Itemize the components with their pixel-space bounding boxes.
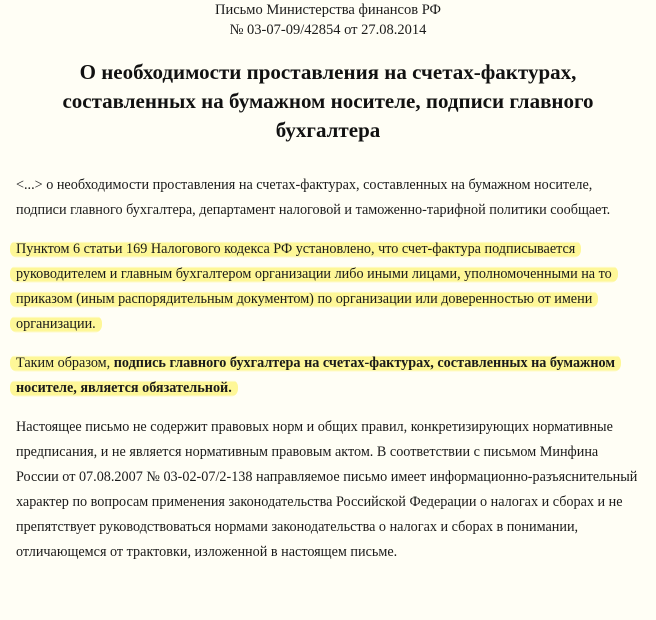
document-title: О необходимости проставления на счетах-фактурах, составленных на бумажном носителе, подписи главного бухгалтера: [62, 60, 594, 142]
conclusion-lead: Таким образом,: [16, 355, 114, 371]
paragraph-disclaimer: Настоящее письмо не содержит правовых норм и общих правил, конкретизирующих нормативные предписания, и не является нормативным правовым актом. В соответствии с письмом Минфина России от 07.08.2007 № 03-02-07/2-138 направляемое письмо имеет информационно-разъяснительный характер по вопросам применения законодательства Российской Федерации о налогах и сборах и не препятствует руководствоваться нормами законодательства о налогах и сборах в понимании, отличающемся от трактовки, изложенной в настоящем письме.: [16, 419, 638, 560]
conclusion-bold: подпись главного бухгалтера на счетах-фактурах, составленных на бумажном носителе, является обязательной.: [16, 355, 615, 396]
paragraph-article-169: [16, 237, 640, 337]
paragraph-intro: <...> о необходимости проставления на счетах-фактурах, составленных на бумажном носителе, подписи главного бухгалтера, департамент налоговой и таможенно-тарифной политики сообщает.: [16, 177, 611, 218]
letter-number-line: № 03-07-09/42854 от 27.08.2014: [229, 22, 427, 38]
issuer-line: Письмо Министерства финансов РФ: [215, 2, 441, 18]
paragraph-conclusion: [16, 351, 640, 401]
highlighted-text: [10, 354, 621, 397]
document-header: [14, 0, 642, 40]
highlighted-text: Пунктом 6 статьи 169 Налогового кодекса РФ установлено, что счет-фактура подписывается руководителем и главным бухгалтером организации либо иными лицами, уполномоченными на то приказом (иным распорядительным документом) по организации или доверенностью от имени организации.: [10, 240, 618, 333]
